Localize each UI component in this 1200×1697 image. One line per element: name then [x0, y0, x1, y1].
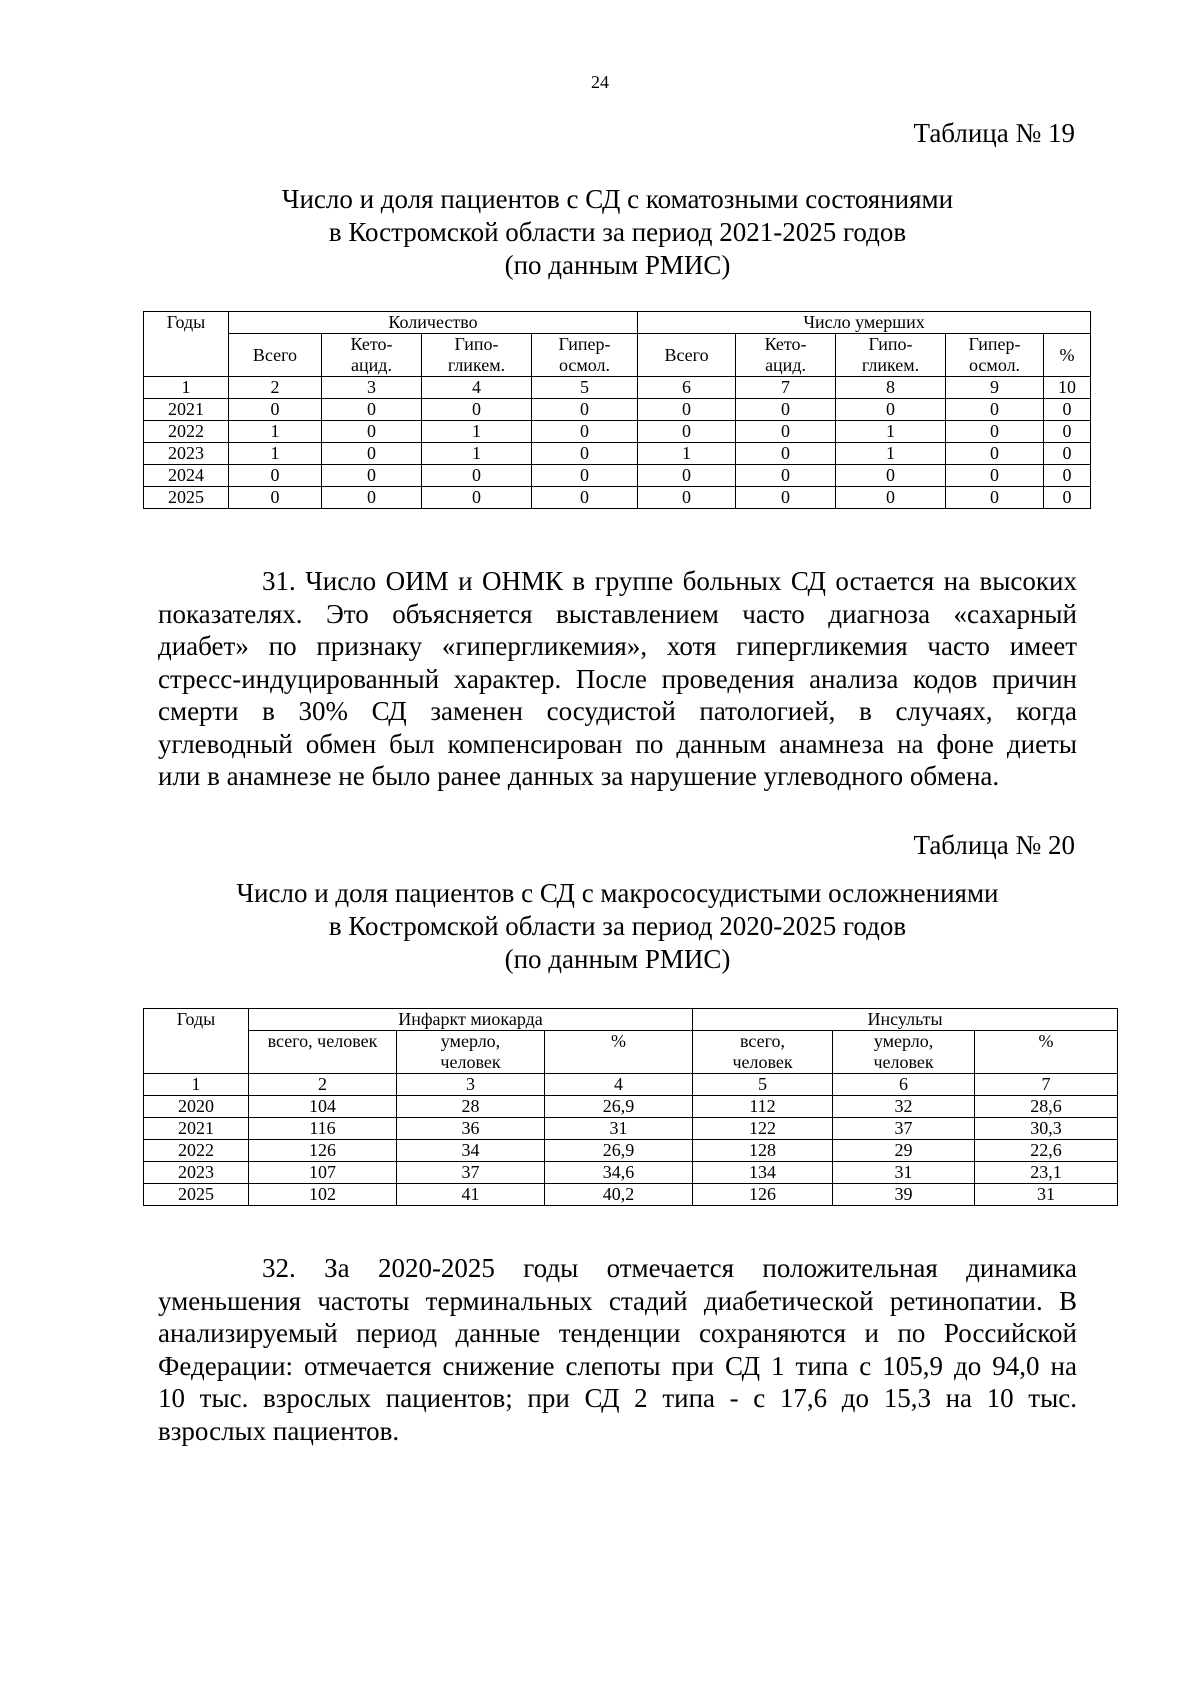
- header-line: всего,: [740, 1031, 786, 1051]
- paragraph-line: анализируемый период данные тенденции сохраняются и по Российской: [158, 1318, 1077, 1348]
- table-19: [143, 311, 1091, 509]
- table-cell: 107: [249, 1162, 397, 1184]
- table-cell: 41: [397, 1184, 545, 1206]
- header-line: Всего: [252, 344, 298, 365]
- column-number: 7: [975, 1074, 1118, 1096]
- table-row: [144, 399, 1091, 421]
- table-cell: 37: [397, 1162, 545, 1184]
- table-cell: 0: [946, 421, 1044, 443]
- paragraph-line: Федерации: отмечается снижение слепоты при СД 1 типа с 105,9 до 94,0 на: [158, 1350, 1077, 1381]
- year-cell: 2021: [144, 399, 229, 421]
- table-cell: 0: [1044, 487, 1091, 509]
- table-cell: 0: [229, 465, 322, 487]
- column-header: [638, 334, 736, 377]
- header-line: человек: [440, 1052, 501, 1072]
- group-header: Инсульты: [693, 1009, 1118, 1031]
- table-cell: 1: [229, 421, 322, 443]
- header-row: [144, 334, 1091, 377]
- table-cell: 0: [322, 443, 422, 465]
- paragraph-line: стресс-индуцированный характер. После проведения анализа кодов причин: [158, 663, 1077, 694]
- table-20-title-line: Число и доля пациентов с СД с макрососудистыми осложнениями: [236, 878, 999, 908]
- table-cell: 112: [693, 1096, 833, 1118]
- table-cell: 0: [322, 399, 422, 421]
- header-line: %: [1059, 344, 1075, 365]
- paragraph-32: [158, 1252, 1077, 1447]
- header-line: всего, человек: [267, 1031, 378, 1051]
- year-cell: 2022: [144, 1140, 249, 1162]
- table-cell: 22,6: [975, 1140, 1118, 1162]
- group-header: Число умерших: [638, 312, 1091, 334]
- table-cell: 0: [422, 399, 532, 421]
- paragraph-line: взрослых пациентов.: [158, 1415, 400, 1446]
- table-20-title-line: в Костромской области за период 2020-2025 годов: [328, 911, 907, 941]
- table-20-title-line: (по данным РМИС): [504, 944, 731, 974]
- header-line: Кето-: [764, 334, 807, 354]
- table-row: [144, 1096, 1118, 1118]
- column-number: 5: [693, 1074, 833, 1096]
- table-cell: 0: [946, 465, 1044, 487]
- table-row: [144, 1184, 1118, 1206]
- table-19-title-line: в Костромской области за период 2021-2025 годов: [328, 217, 907, 247]
- table-cell: 28: [397, 1096, 545, 1118]
- table-cell: 0: [836, 399, 946, 421]
- table-row: [144, 487, 1091, 509]
- table-20-caption: Таблица № 20: [913, 830, 1075, 860]
- column-number: 7: [736, 377, 836, 399]
- column-number: 6: [638, 377, 736, 399]
- table-cell: 128: [693, 1140, 833, 1162]
- table-cell: 29: [833, 1140, 975, 1162]
- table-cell: 0: [836, 465, 946, 487]
- group-header: Количество: [229, 312, 638, 334]
- column-header: [322, 334, 422, 377]
- column-header: [545, 1031, 693, 1074]
- table-row: [144, 1162, 1118, 1184]
- paragraph-31: [158, 565, 1077, 793]
- header-line: %: [611, 1031, 626, 1051]
- table-cell: 0: [422, 465, 532, 487]
- year-cell: 2022: [144, 421, 229, 443]
- header-row: [144, 1031, 1118, 1074]
- table-cell: 0: [638, 465, 736, 487]
- group-header: Инфаркт миокарда: [249, 1009, 693, 1031]
- header-line: Гипо-: [454, 334, 499, 354]
- table-cell: 34: [397, 1140, 545, 1162]
- table-cell: 39: [833, 1184, 975, 1206]
- table-cell: 0: [422, 487, 532, 509]
- paragraph-line: 31. Число ОИМ и ОНМК в группе больных СД остается на высоких: [262, 566, 1077, 596]
- column-number: 4: [422, 377, 532, 399]
- header-line: ацид.: [351, 355, 392, 375]
- column-header: [693, 1031, 833, 1074]
- table-cell: 134: [693, 1162, 833, 1184]
- table-cell: 0: [532, 465, 638, 487]
- paragraph-line: диабет» по признаку «гипергликемия», хотя гипергликемия часто имеет: [158, 631, 1077, 661]
- table-cell: 0: [836, 487, 946, 509]
- table-row: [144, 1140, 1118, 1162]
- table-cell: 0: [1044, 443, 1091, 465]
- table-cell: 0: [736, 421, 836, 443]
- table-cell: 0: [1044, 399, 1091, 421]
- table-19-caption: Таблица № 19: [913, 118, 1075, 148]
- table-cell: 0: [736, 465, 836, 487]
- header-row: [144, 312, 1091, 334]
- table-cell: 0: [1044, 421, 1091, 443]
- table-cell: 37: [833, 1118, 975, 1140]
- header-line: Кето-: [350, 334, 393, 354]
- column-header: [946, 334, 1044, 377]
- column-number: 9: [946, 377, 1044, 399]
- table-cell: 1: [836, 421, 946, 443]
- column-header: [397, 1031, 545, 1074]
- table-cell: 31: [833, 1162, 975, 1184]
- column-number: 2: [249, 1074, 397, 1096]
- table-cell: 0: [1044, 465, 1091, 487]
- table-cell: 0: [638, 399, 736, 421]
- table-cell: 0: [229, 487, 322, 509]
- paragraph-line: 32. За 2020-2025 годы отмечается положительная динамика: [262, 1253, 1077, 1283]
- column-number: 10: [1044, 377, 1091, 399]
- table-cell: 1: [836, 443, 946, 465]
- table-cell: 0: [322, 465, 422, 487]
- column-number-row: [144, 377, 1091, 399]
- page-number: 24: [591, 72, 609, 92]
- paragraph-line: уменьшения частоты терминальных стадий диабетической ретинопатии. В: [158, 1285, 1077, 1316]
- table-cell: 0: [946, 443, 1044, 465]
- table-cell: 0: [736, 487, 836, 509]
- column-header: [736, 334, 836, 377]
- table-cell: 0: [322, 487, 422, 509]
- column-header: [532, 334, 638, 377]
- column-number: 3: [322, 377, 422, 399]
- table-19-title-line: Число и доля пациентов с СД с коматозными состояниями: [281, 184, 954, 214]
- header-line: осмол.: [558, 355, 611, 375]
- column-number: 2: [229, 377, 322, 399]
- header-line: Гипо-: [868, 334, 913, 354]
- column-header: [975, 1031, 1118, 1074]
- table-20-title: [0, 877, 1200, 976]
- table-20: [143, 1008, 1118, 1206]
- column-number: 6: [833, 1074, 975, 1096]
- header-line: осмол.: [968, 355, 1021, 375]
- table-cell: 0: [638, 421, 736, 443]
- table-cell: 0: [532, 487, 638, 509]
- table-cell: 31: [545, 1118, 693, 1140]
- table-19-title-line: (по данным РМИС): [504, 250, 731, 280]
- table-cell: 122: [693, 1118, 833, 1140]
- table-cell: 34,6: [545, 1162, 693, 1184]
- column-number: 1: [144, 377, 229, 399]
- column-number-row: [144, 1074, 1118, 1096]
- table-cell: 0: [736, 443, 836, 465]
- table-row: [144, 1118, 1118, 1140]
- table-cell: 104: [249, 1096, 397, 1118]
- paragraph-line: смерти в 30% СД заменен сосудистой патологией, в случаях, когда: [158, 696, 1077, 726]
- years-header: Годы: [144, 1009, 249, 1074]
- paragraph-line: или в анамнезе не было ранее данных за нарушение углеводного обмена.: [158, 761, 1000, 791]
- table-row: [144, 443, 1091, 465]
- column-header: [1044, 334, 1091, 377]
- header-line: ацид.: [765, 355, 806, 375]
- table-cell: 26,9: [545, 1096, 693, 1118]
- header-line: гликем.: [861, 355, 920, 375]
- year-cell: 2021: [144, 1118, 249, 1140]
- header-line: Гипер-: [968, 334, 1021, 354]
- table-cell: 1: [422, 421, 532, 443]
- header-line: Всего: [664, 344, 709, 365]
- table-cell: 31: [975, 1184, 1118, 1206]
- table-cell: 30,3: [975, 1118, 1118, 1140]
- column-number: 8: [836, 377, 946, 399]
- year-cell: 2024: [144, 465, 229, 487]
- table-cell: 126: [249, 1140, 397, 1162]
- header-line: человек: [873, 1052, 934, 1072]
- table-cell: 0: [946, 399, 1044, 421]
- table-cell: 28,6: [975, 1096, 1118, 1118]
- column-header: [836, 334, 946, 377]
- year-cell: 2023: [144, 443, 229, 465]
- header-line: %: [1038, 1031, 1054, 1051]
- table-cell: 23,1: [975, 1162, 1118, 1184]
- year-cell: 2025: [144, 487, 229, 509]
- table-row: [144, 465, 1091, 487]
- header-line: человек: [732, 1052, 793, 1072]
- header-line: Гипер-: [558, 334, 611, 354]
- paragraph-line: 10 тыс. взрослых пациентов; при СД 2 типа - с 17,6 до 15,3 на 10 тыс.: [158, 1383, 1077, 1413]
- table-cell: 1: [229, 443, 322, 465]
- table-cell: 1: [638, 443, 736, 465]
- table-cell: 26,9: [545, 1140, 693, 1162]
- column-number: 1: [144, 1074, 249, 1096]
- table-cell: 126: [693, 1184, 833, 1206]
- table-cell: 32: [833, 1096, 975, 1118]
- table-cell: 1: [422, 443, 532, 465]
- table-cell: 102: [249, 1184, 397, 1206]
- column-header: [229, 334, 322, 377]
- year-cell: 2023: [144, 1162, 249, 1184]
- table-cell: 0: [532, 443, 638, 465]
- table-row: [144, 421, 1091, 443]
- column-header: [422, 334, 532, 377]
- table-cell: 40,2: [545, 1184, 693, 1206]
- column-number: 4: [545, 1074, 693, 1096]
- table-19-title: [0, 183, 1200, 282]
- header-line: умерло,: [873, 1031, 934, 1051]
- years-header: Годы: [144, 312, 229, 377]
- column-number: 5: [532, 377, 638, 399]
- table-cell: 36: [397, 1118, 545, 1140]
- year-cell: 2025: [144, 1184, 249, 1206]
- header-line: гликем.: [447, 355, 506, 375]
- column-header: [249, 1031, 397, 1074]
- table-cell: 0: [229, 399, 322, 421]
- header-line: умерло,: [440, 1031, 501, 1051]
- table-cell: 0: [532, 399, 638, 421]
- header-row: [144, 1009, 1118, 1031]
- table-cell: 116: [249, 1118, 397, 1140]
- table-cell: 0: [736, 399, 836, 421]
- paragraph-line: показателях. Это объясняется выставлением часто диагноза «сахарный: [158, 598, 1077, 629]
- table-cell: 0: [946, 487, 1044, 509]
- table-cell: 0: [532, 421, 638, 443]
- table-cell: 0: [638, 487, 736, 509]
- column-header: [833, 1031, 975, 1074]
- year-cell: 2020: [144, 1096, 249, 1118]
- paragraph-line: углеводный обмен был компенсирован по данным анамнеза на фоне диеты: [158, 728, 1077, 759]
- column-number: 3: [397, 1074, 545, 1096]
- table-cell: 0: [322, 421, 422, 443]
